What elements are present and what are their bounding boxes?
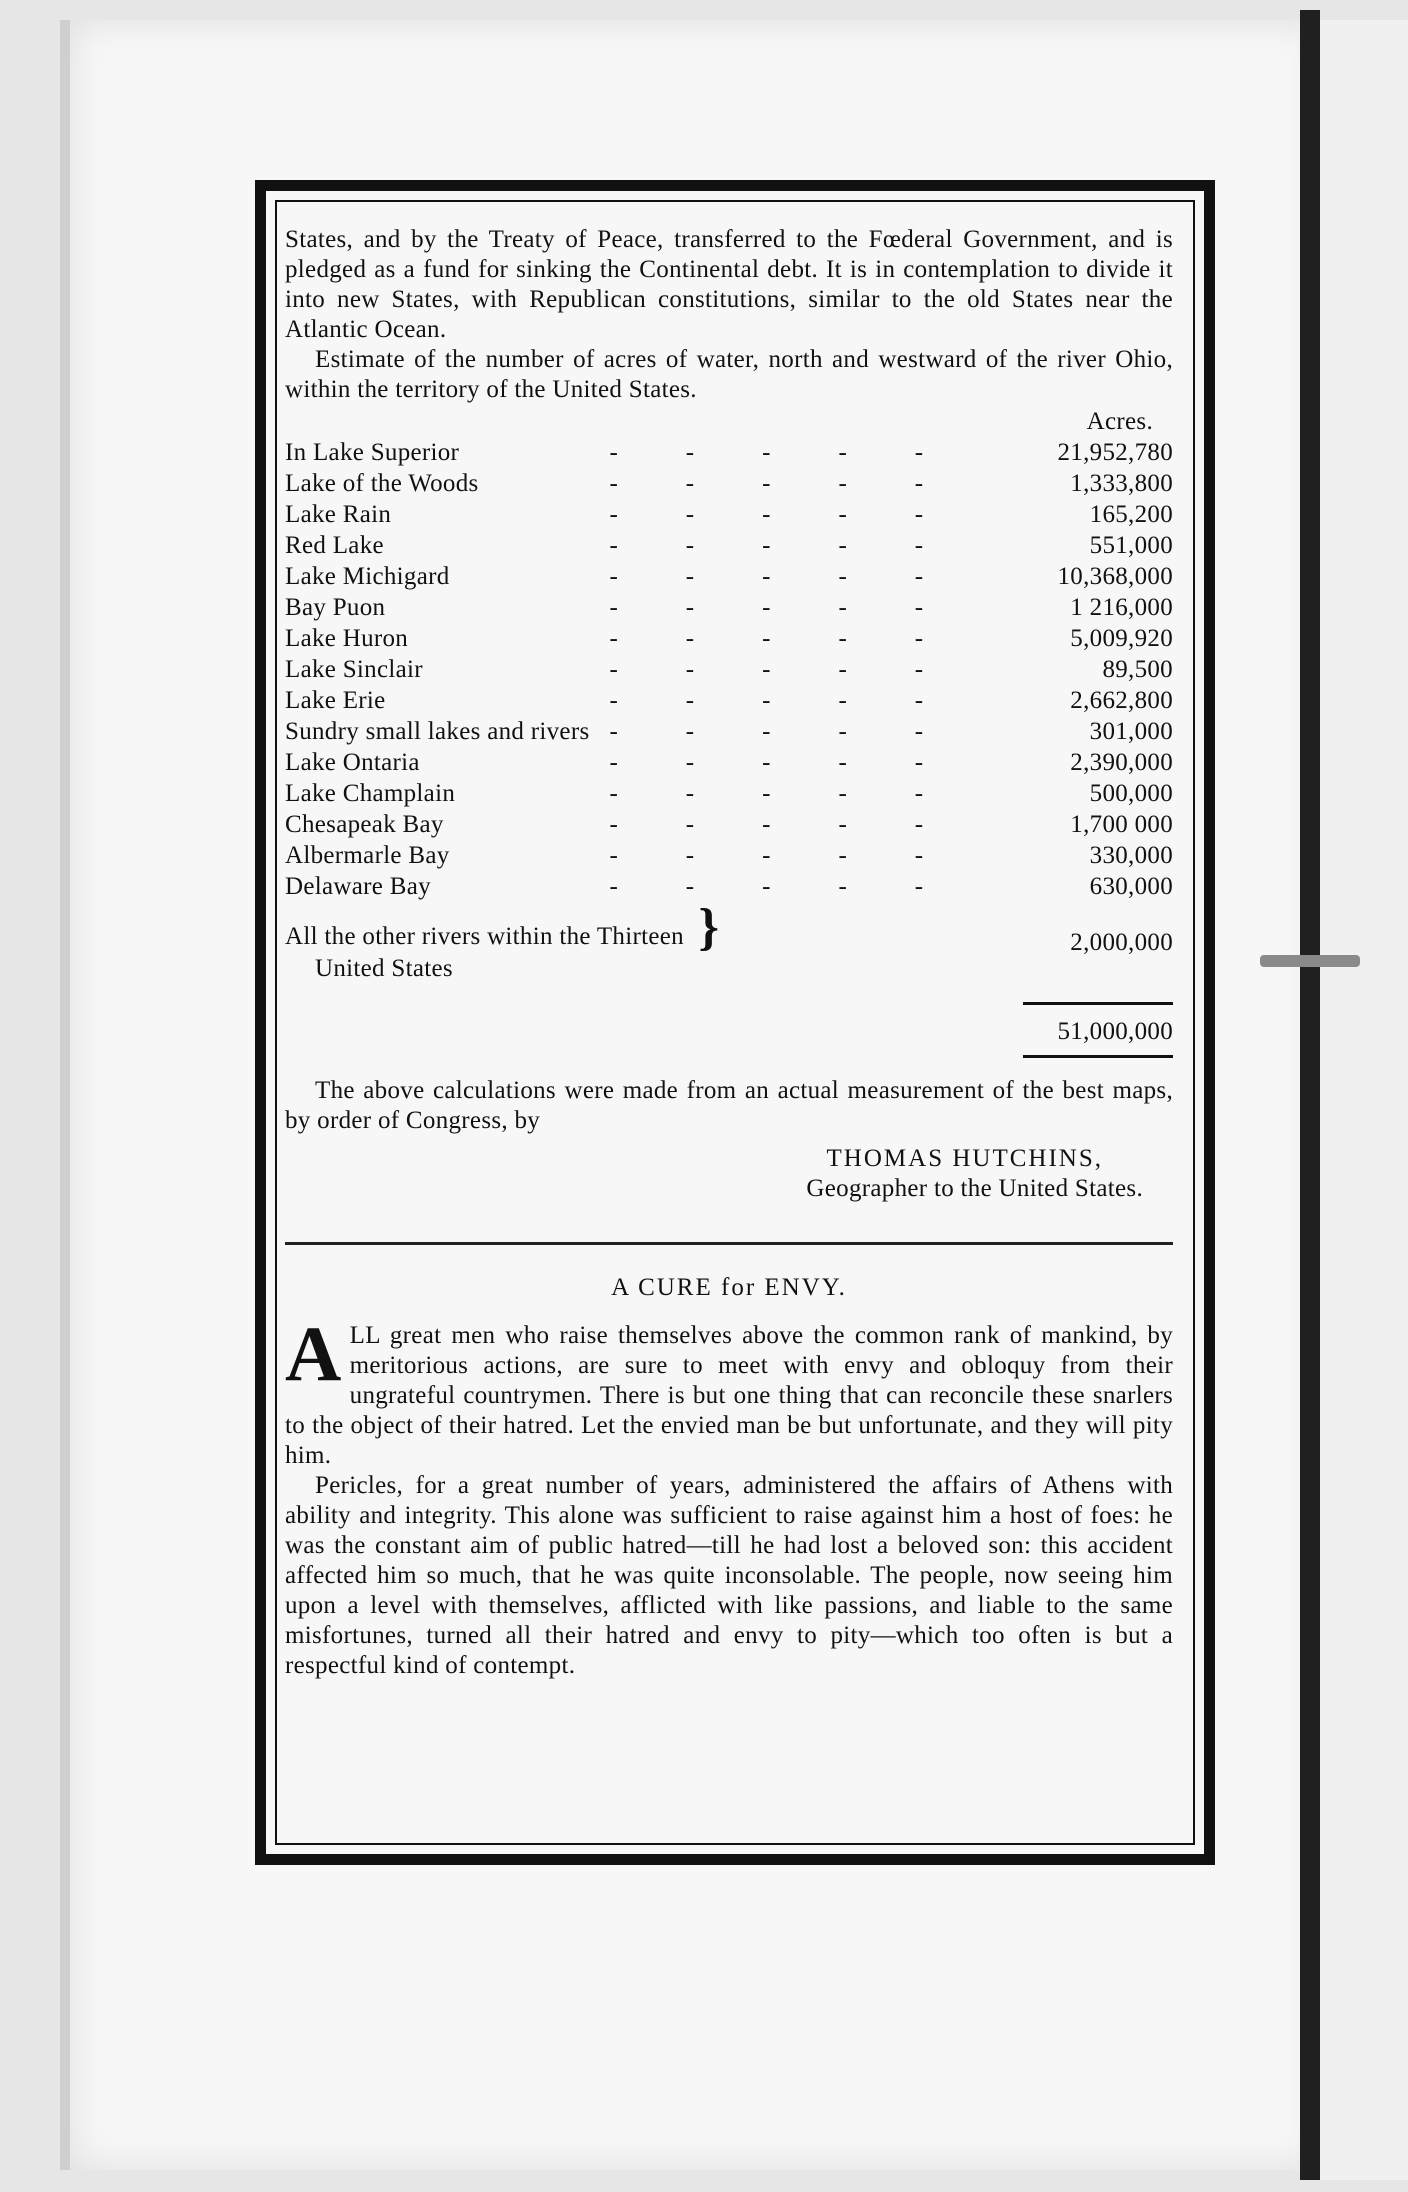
water-body-name: Albermarle Bay <box>285 841 450 869</box>
table-row <box>285 685 1173 716</box>
other-rivers-label <box>285 899 1023 984</box>
article-paragraph-2: Pericles, for a great number of years, administered the affairs of Athens with ability and integrity. This alone was sufficient to raise against him a host of foes: he was the constant aim of public hatred—till he had lost a beloved son: this accident affected him so much, that he was quite inconsolable. The people, now seeing him upon a level with themselves, afflicted with like passions, and liable to the same misfortunes, turned all their hatred and envy to pity—which too often is but a respectful kind of contempt. <box>285 1472 1173 1679</box>
acres-value: 500,000 <box>1089 779 1173 807</box>
table-row <box>285 592 1173 623</box>
acres-value: 1,333,800 <box>1070 469 1173 497</box>
water-body-name: Lake of the Woods <box>285 469 479 497</box>
signature-title: Geographer to the United States. <box>806 1175 1143 1202</box>
table-row <box>285 778 1173 809</box>
water-body-name: Chesapeak Bay <box>285 810 444 838</box>
water-acreage-table <box>285 437 1173 984</box>
water-body-name: Lake Erie <box>285 686 386 714</box>
water-body-name: Red Lake <box>285 531 384 559</box>
table-row <box>285 871 1173 902</box>
article-paragraph-1-text: LL great men who raise themselves above the common rank of mankind, by meritorious actions, are sure to meet with envy and obloquy from their ungrateful countrymen. There is but one thing that can reconcile these snarlers to the object of their hatred. Let the envied man be but unfortunate, and they will pity him. <box>285 1322 1173 1469</box>
water-body-name: Lake Rain <box>285 500 392 528</box>
acres-value: 2,390,000 <box>1070 748 1173 776</box>
page-content <box>285 225 1173 1681</box>
brace-glyph: } <box>698 899 720 956</box>
leader-dashes: ----- <box>609 500 992 528</box>
total-acres: 51,000,000 <box>1057 1018 1173 1045</box>
acres-value: 301,000 <box>1089 717 1173 745</box>
calculation-note: The above calculations were made from an actual measurement of the best maps, by order of Congress, by <box>285 1077 1173 1134</box>
table-row <box>285 530 1173 561</box>
other-rivers-line1: All the other rivers within the Thirteen <box>285 923 684 950</box>
leader-dashes: ----- <box>609 748 992 776</box>
acres-value: 1,700 000 <box>1070 810 1173 838</box>
intro-paragraph: States, and by the Treaty of Peace, transferred to the Fœderal Government, and is pledged as a fund for sinking the Continental debt. It is in contemplation to divide it into new States, with Republican constitutions, similar to the old States near the Atlantic Ocean. <box>285 226 1173 343</box>
acres-column-header: Acres. <box>1086 408 1153 435</box>
table-row <box>285 840 1173 871</box>
acres-value: 330,000 <box>1089 841 1173 869</box>
drop-cap: A <box>285 1310 342 1397</box>
leader-dashes: ----- <box>609 438 992 466</box>
leader-dashes: ----- <box>609 562 992 590</box>
water-body-name: Lake Huron <box>285 624 409 652</box>
article-paragraph-1 <box>285 1310 1173 1471</box>
sum-rule-top <box>1023 1002 1173 1005</box>
water-body-name: Lake Michigard <box>285 562 450 590</box>
leader-dashes: ----- <box>609 531 992 559</box>
estimate-heading: Estimate of the number of acres of water, north and westward of the river Ohio, within the territory of the United States. <box>285 346 1173 403</box>
acres-value: 2,662,800 <box>1070 686 1173 714</box>
acres-value: 551,000 <box>1089 531 1173 559</box>
table-row <box>285 499 1173 530</box>
water-body-name: Sundry small lakes and rivers <box>285 717 590 745</box>
acres-value: 10,368,000 <box>1057 562 1173 590</box>
table-row <box>285 437 1173 468</box>
other-rivers-line2: United States <box>315 955 453 982</box>
acres-value: 1 216,000 <box>1070 593 1173 621</box>
water-body-name: Lake Champlain <box>285 779 456 807</box>
acres-value: 89,500 <box>1102 655 1173 683</box>
leader-dashes: ----- <box>609 872 992 900</box>
water-body-name: Lake Sinclair <box>285 655 423 683</box>
leader-dashes: ----- <box>609 655 992 683</box>
table-row <box>285 623 1173 654</box>
table-row <box>285 809 1173 840</box>
leader-dashes: ----- <box>609 593 992 621</box>
water-body-name: Lake Ontaria <box>285 748 420 776</box>
binding-thread <box>1260 955 1360 967</box>
signature-name: THOMAS HUTCHINS, <box>826 1145 1103 1172</box>
page-edge <box>1300 10 1320 2180</box>
acres-value: 21,952,780 <box>1057 438 1173 466</box>
adjacent-page-strip <box>1320 20 1408 2180</box>
section-divider <box>285 1242 1173 1245</box>
water-body-name: Bay Puon <box>285 593 386 621</box>
acres-value: 630,000 <box>1089 872 1173 900</box>
acres-value: 5,009,920 <box>1070 624 1173 652</box>
table-row-other-rivers <box>285 902 1173 984</box>
leader-dashes: ----- <box>609 624 992 652</box>
acres-value: 165,200 <box>1089 500 1173 528</box>
leader-dashes: ----- <box>609 779 992 807</box>
table-row <box>285 468 1173 499</box>
table-row <box>285 561 1173 592</box>
leader-dashes: ----- <box>609 841 992 869</box>
table-row <box>285 747 1173 778</box>
table-row <box>285 654 1173 685</box>
sum-rule-bottom <box>1023 1055 1173 1058</box>
water-body-name: In Lake Superior <box>285 438 460 466</box>
leader-dashes: ----- <box>609 469 992 497</box>
article-title: A CURE for ENVY. <box>611 1274 847 1301</box>
leader-dashes: ----- <box>609 686 992 714</box>
other-rivers-acres: 2,000,000 <box>1070 929 1173 956</box>
water-body-name: Delaware Bay <box>285 872 431 900</box>
leader-dashes: ----- <box>609 810 992 838</box>
leader-dashes: ----- <box>609 717 992 745</box>
table-row <box>285 716 1173 747</box>
